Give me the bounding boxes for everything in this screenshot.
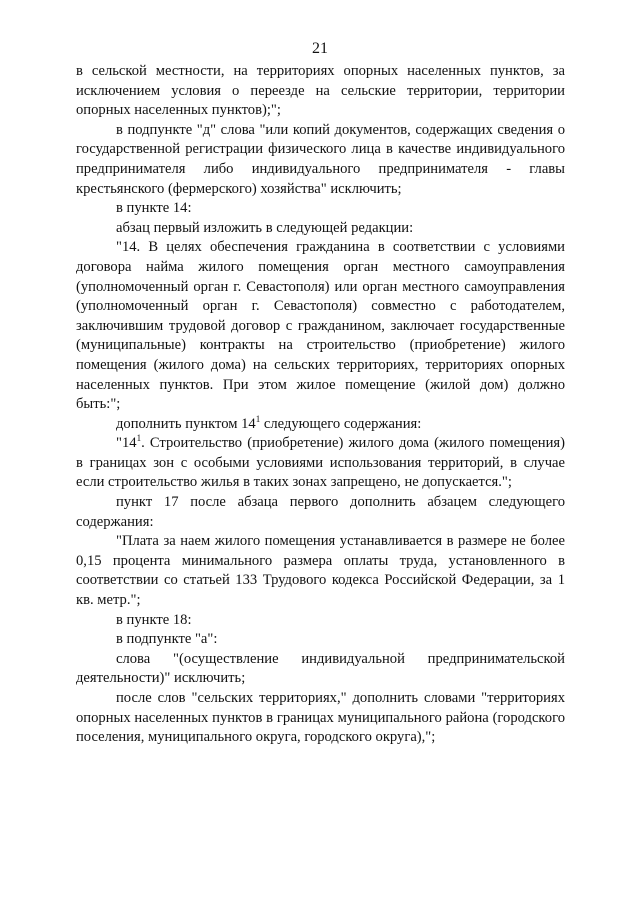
paragraph-11: в подпункте "а": — [116, 631, 218, 648]
paragraph-4: абзац первый изложить в следующей редакции: — [116, 219, 414, 236]
document-body — [76, 62, 565, 748]
paragraph-9: "Плата за наем жилого помещения устанавливается в размере не более 0,15 процента минимального размера оплаты труда, установленного в соответствии со статьей 133 Трудового кодекса Российской Федерации, за 1 кв. метр."; — [76, 533, 565, 609]
paragraph-5: "14. В целях обеспечения гражданина в соответствии с условиями договора найма жилого помещения орган местного самоуправления (уполномоченный орган г. Севастополя) или орган местного самоуправления (уполномоченный орган г. Севастополя) совместно с работодателем, заключившим трудовой договор с гражданином, заключает государственные (муниципальные) контракты на строительство (приобретение) жилого помещения (жилого дома) на сельских территориях, территориях опорных населенных пунктов. При этом жилое помещение (жилой дом) должно быть:"; — [76, 239, 565, 413]
paragraph-13: после слов "сельских территориях," дополнить словами "территориях опорных населенных пунктов в границах муниципального района (городского поселения, муниципального округа, городского округа),"; — [76, 690, 565, 746]
paragraph-6-before: дополнить пунктом 14 — [116, 415, 256, 432]
paragraph-6-after: следующего содержания: — [260, 415, 422, 432]
paragraph-3: в пункте 14: — [116, 200, 192, 217]
paragraph-7-after: . Строительство (приобретение) жилого дома (жилого помещения) в границах зон с особыми условиями использования территорий, в случае если строительство жилья в таких зонах запрещено, не допускается."; — [76, 435, 565, 491]
paragraph-7-before: "14 — [116, 435, 137, 452]
paragraph-7 — [76, 434, 565, 493]
superscript-number: 1 — [136, 433, 142, 444]
paragraph-12: слова "(осуществление индивидуальной предпринимательской деятельности)" исключить; — [76, 650, 565, 687]
paragraph-1: в сельской местности, на территориях опорных населенных пунктов, за исключением условия о переезде на сельские территории, территории опорных населенных пунктов);"; — [76, 63, 565, 119]
paragraph-8: пункт 17 после абзаца первого дополнить абзацем следующего содержания: — [76, 494, 565, 530]
paragraph-2: в подпункте "д" слова "или копий документов, содержащих сведения о государственной регистрации физического лица в качестве индивидуального предпринимателя либо индивидуального предпринимателя - главы крестьянского (фермерского) хозяйства" исключить; — [76, 121, 565, 197]
paragraph-6 — [76, 415, 565, 435]
paragraph-10: в пункте 18: — [116, 611, 192, 628]
superscript-number: 1 — [255, 413, 261, 424]
page-number: 21 — [312, 40, 328, 57]
